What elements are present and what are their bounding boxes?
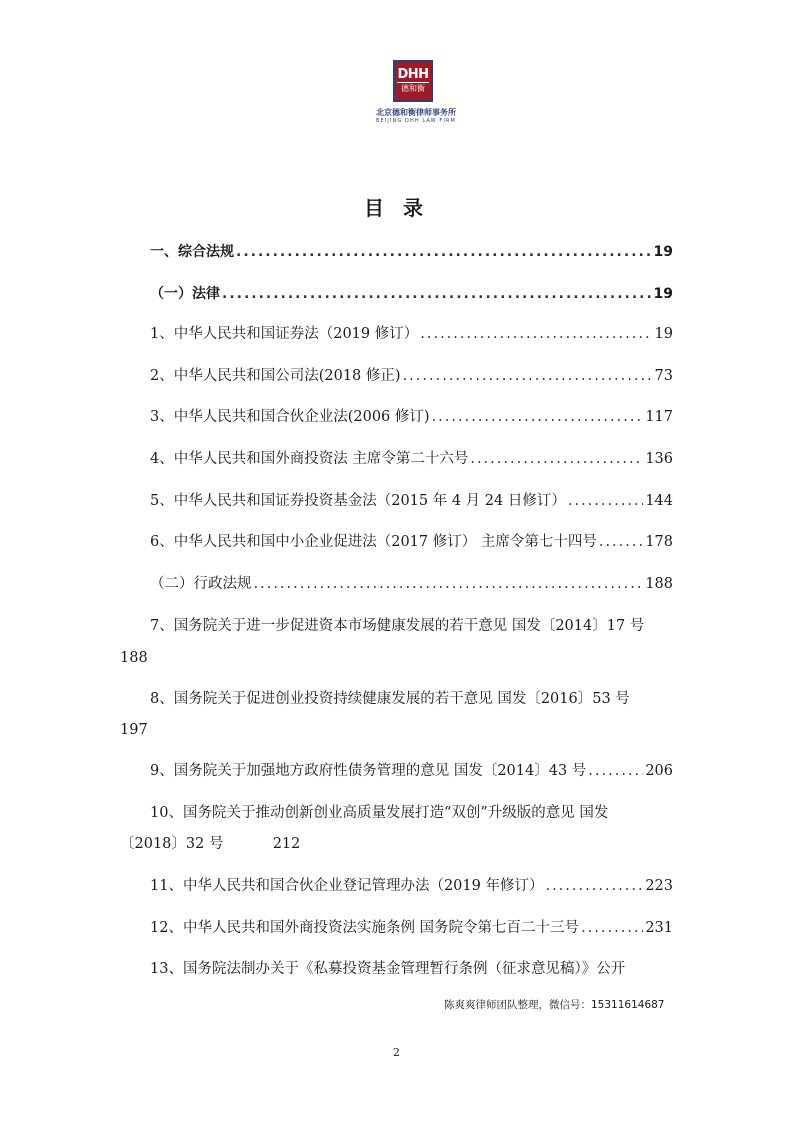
toc-entry-page: 19 (653, 286, 673, 302)
footer-note: 陈爽爽律师团队整理，微信号：15311614687 (444, 999, 665, 1011)
toc-entry-label: 6、中华人民共和国中小企业促进法（2017 修订） 主席令第七十四号 (150, 534, 597, 550)
logo-mark-box (393, 60, 433, 102)
toc-leader-dots (568, 490, 643, 512)
toc-entry-page: 117 (645, 409, 673, 425)
toc-entry[interactable] (150, 283, 673, 305)
toc-entry-page: 144 (645, 493, 673, 509)
toc-entry[interactable] (150, 688, 673, 710)
toc-entry-label: 5、中华人民共和国证券投资基金法（2015 年 4 月 24 日修订） (150, 493, 566, 509)
toc-leader-dots (470, 448, 643, 470)
toc-entry[interactable] (150, 917, 673, 939)
toc-leader-dots (420, 323, 652, 345)
firm-name-en: BEIJING DHH LAW FIRM (376, 118, 456, 124)
toc-entry-page: 136 (645, 451, 673, 467)
toc-leader-dots (222, 283, 652, 305)
toc-entry[interactable] (150, 802, 673, 824)
toc-entry-label: 7、国务院关于进一步促进资本市场健康发展的若干意见 国发〔2014〕17 号 (150, 618, 645, 634)
toc-entry[interactable] (150, 760, 673, 782)
toc-entry[interactable] (150, 365, 673, 387)
toc-leader-dots (432, 406, 644, 428)
toc-entry[interactable] (150, 323, 673, 345)
toc-entry[interactable] (150, 531, 673, 553)
toc-entry-page: 178 (645, 534, 673, 550)
toc-entry-label: （二）行政法规 (150, 576, 252, 592)
toc-entry-label: 11、中华人民共和国合伙企业登记管理办法（2019 年修订） (150, 878, 544, 894)
toc-entry-label: 13、国务院法制办关于《私募投资基金管理暂行条例（征求意见稿）》公开 (150, 961, 626, 977)
toc-entry-continuation (120, 833, 300, 855)
toc-entry-page: 231 (645, 920, 673, 936)
toc-entry-label: 1、中华人民共和国证券法（2019 修订） (150, 326, 419, 342)
toc-leader-dots (581, 917, 643, 939)
toc-entry-page: 206 (645, 763, 673, 779)
toc-leader-dots (254, 573, 644, 595)
toc-entry-label: 3、中华人民共和国合伙企业法(2006 修订) (150, 409, 430, 425)
toc-entry-label: 4、中华人民共和国外商投资法 主席令第二十六号 (150, 451, 469, 467)
toc-entry[interactable] (150, 615, 673, 637)
toc-entry-page: 19 (653, 244, 673, 260)
toc-entry-page: 188 (645, 576, 673, 592)
toc-entry[interactable] (150, 406, 673, 428)
toc-entry[interactable] (150, 573, 673, 595)
toc-leader-dots (545, 875, 643, 897)
toc-entry-page: 197 (120, 722, 148, 738)
toc-entry-page: 212 (272, 836, 301, 852)
toc-entry[interactable] (150, 875, 673, 897)
toc-entry-label: 2、中华人民共和国公司法(2018 修正) (150, 368, 401, 384)
logo-seal: 德和衡 (401, 83, 425, 93)
toc-entry-label: 一、综合法规 (150, 244, 234, 260)
toc-leader-dots (403, 365, 653, 387)
toc-leader-dots (599, 531, 643, 553)
toc-entry-page: 223 (645, 878, 673, 894)
toc-entry-page: 188 (120, 650, 148, 666)
logo-mark: DHH (397, 66, 429, 82)
toc-entry[interactable] (150, 958, 673, 980)
toc-entry[interactable] (150, 241, 673, 263)
toc-entry-label: 8、国务院关于促进创业投资持续健康发展的若干意见 国发〔2016〕53 号 (150, 691, 630, 707)
toc-entry-label: （一）法律 (150, 286, 220, 302)
toc-leader-dots (236, 241, 652, 263)
toc-entry-page: 73 (654, 368, 673, 384)
firm-name-cn: 北京德和衡律师事务所 (376, 108, 456, 117)
toc-entry-page: 19 (654, 326, 673, 342)
toc-title: 目 录 (364, 196, 429, 220)
firm-logo (376, 60, 456, 124)
toc-entry-label-line2: 〔2018〕32 号 (120, 836, 224, 852)
toc-entry-label: 9、国务院关于加强地方政府性债务管理的意见 国发〔2014〕43 号 (150, 763, 587, 779)
toc-entry-label: 12、中华人民共和国外商投资法实施条例 国务院令第七百二十三号 (150, 920, 580, 936)
toc-leader-dots (588, 760, 643, 782)
toc-entry[interactable] (150, 490, 673, 512)
page-number: 2 (393, 1046, 400, 1059)
toc-entry[interactable] (150, 448, 673, 470)
toc-entry-label-line1: 10、国务院关于推动创新创业高质量发展打造“双创”升级版的意见 国发 (150, 805, 609, 821)
